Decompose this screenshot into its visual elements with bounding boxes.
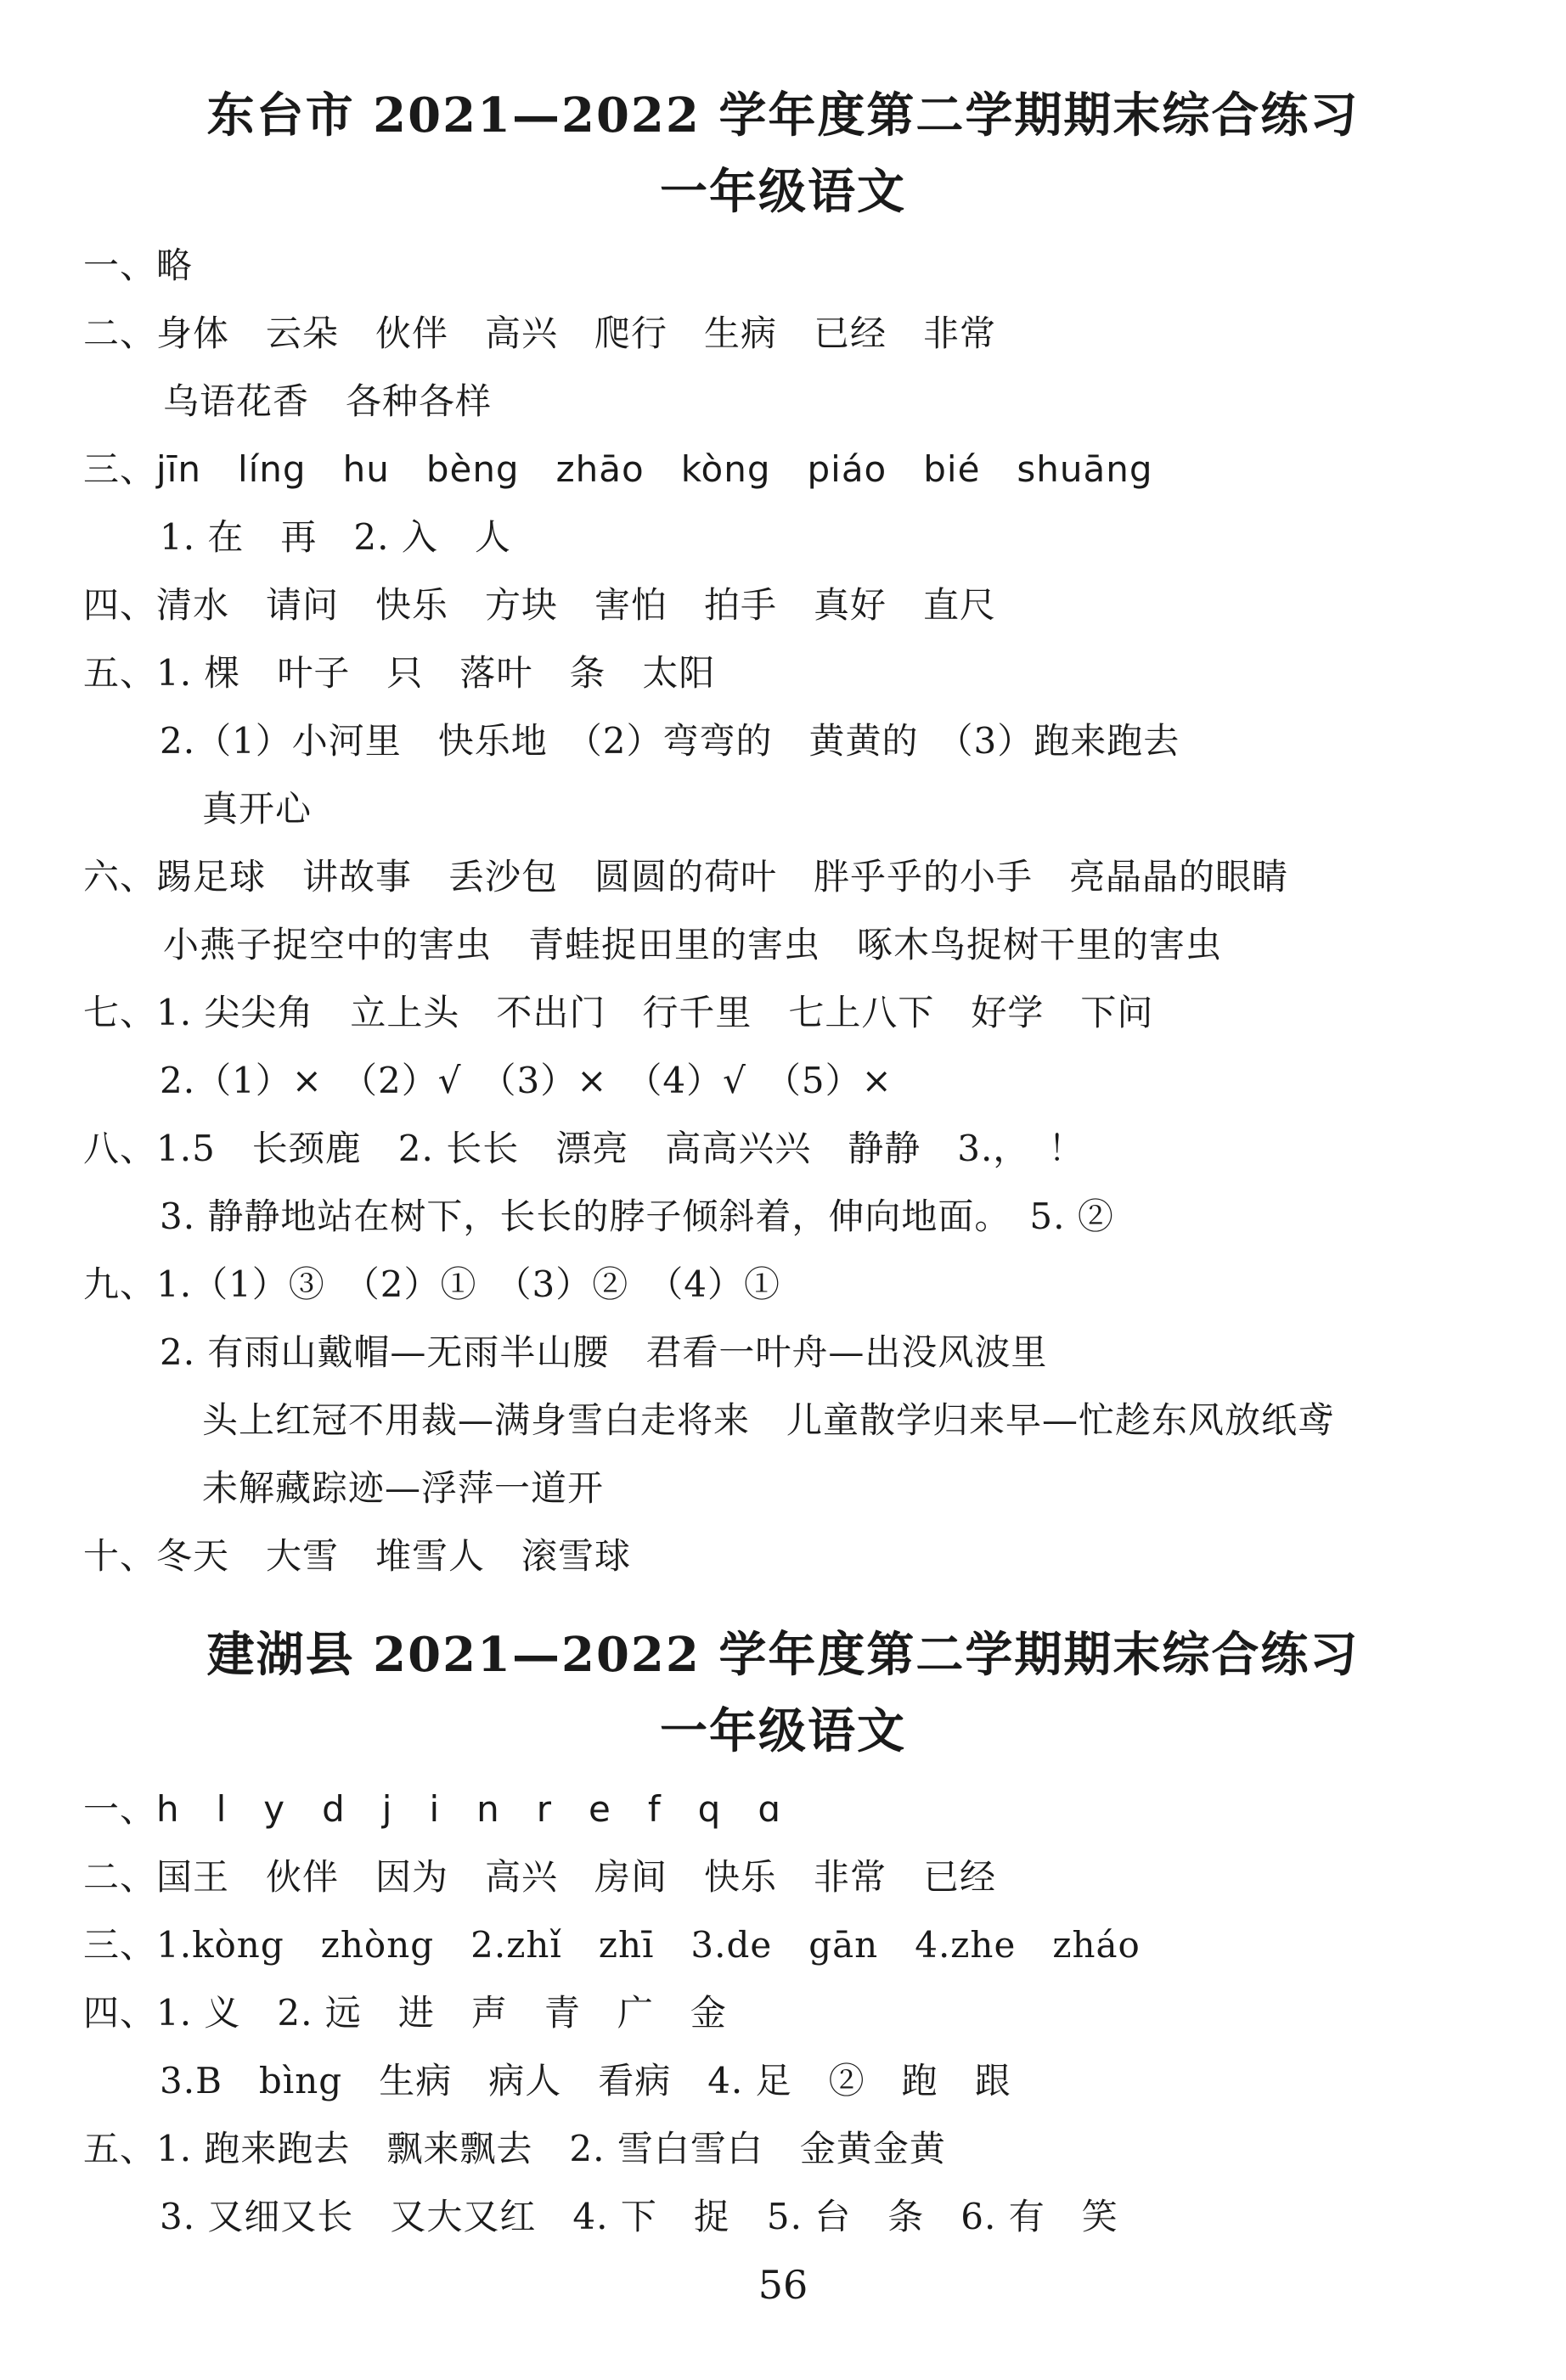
answer-line: 四、清水 请问 快乐 方块 害怕 拍手 真好 直尺 [83,584,997,626]
answer-line: 3.B bìng 生病 病人 看病 4. 足 ② 跑 跟 [160,2060,1011,2101]
answer-line: 三、1.kòng zhòng 2.zhǐ zhī 3.de gān 4.zhe zháo [83,1924,1141,1966]
answer-line: 七、1. 尖尖角 立上头 不出门 行千里 七上八下 好学 下问 [83,992,1154,1033]
answer-line: 三、jīn líng hu bèng zhāo kòng piáo bié shuāng [83,448,1153,490]
section1-subtitle: 一年级语文 [660,164,906,220]
section2-subtitle: 一年级语文 [660,1703,906,1759]
answer-line: 1. 在 再 2. 入 人 [160,516,511,558]
answer-line: 四、1. 义 2. 远 进 声 青 广 金 [83,1992,727,2034]
answer-line: 二、国王 伙伴 因为 高兴 房间 快乐 非常 已经 [83,1856,997,1898]
page-number: 56 [758,2262,808,2308]
answer-line: 2. 有雨山戴帽—无雨半山腰 君看一叶舟—出没风波里 [160,1331,1048,1373]
answer-line: 十、冬天 大雪 堆雪人 滚雪球 [83,1535,632,1577]
answer-line: 八、1.5 长颈鹿 2. 长长 漂亮 高高兴兴 静静 3.， ！ [83,1128,1085,1169]
answer-line: 六、踢足球 讲故事 丢沙包 圆圆的荷叶 胖乎乎的小手 亮晶晶的眼睛 [83,856,1289,897]
section1-title: 东台市 2021—2022 学年度第二学期期末综合练习 [206,87,1360,143]
section2-title: 建湖县 2021—2022 学年度第二学期期末综合练习 [206,1627,1360,1683]
answer-line: 一、h l y d j i n r e f q ɑ [83,1788,781,1830]
answer-line: 真开心 [202,788,313,830]
answer-line: 3. 静静地站在树下，长长的脖子倾斜着，伸向地面。 5. ② [160,1196,1114,1237]
answer-line: 乌语花香 各种各样 [163,380,493,422]
answer-line: 五、1. 棵 叶子 只 落叶 条 太阳 [83,652,716,694]
answer-line: 3. 又细又长 又大又红 4. 下 捉 5. 台 条 6. 有 笑 [160,2196,1118,2237]
answer-line: 小燕子捉空中的害虫 青蛙捉田里的害虫 啄木鸟捉树干里的害虫 [163,924,1223,965]
answer-line: 未解藏踪迹—浮萍一道开 [202,1467,605,1509]
answer-line: 五、1. 跑来跑去 飘来飘去 2. 雪白雪白 金黄金黄 [83,2128,946,2169]
answer-line: 2.（1）× （2）√ （3）× （4）√ （5）× [160,1060,893,1101]
answer-line: 九、1.（1）③ （2）① （3）② （4）① [83,1263,780,1305]
answer-line: 2.（1）小河里 快乐地 （2）弯弯的 黄黄的 （3）跑来跑去 [160,720,1180,762]
answer-line: 一、略 [83,245,194,286]
answer-line: 头上红冠不用裁—满身雪白走将来 儿童散学归来早—忙趁东风放纸鸢 [202,1399,1335,1441]
answer-line: 二、身体 云朵 伙伴 高兴 爬行 生病 已经 非常 [83,312,997,354]
